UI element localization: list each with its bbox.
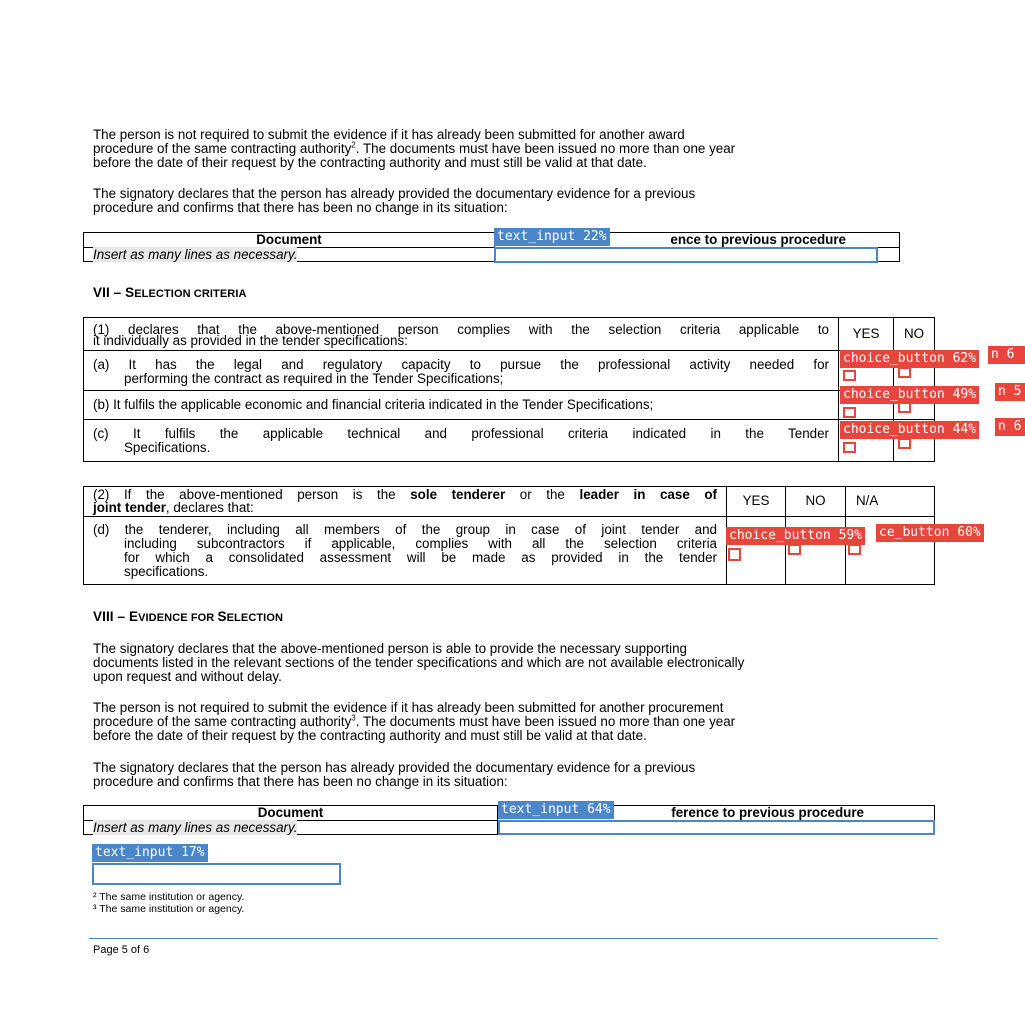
heading-letter: S bbox=[217, 609, 227, 624]
paragraph-line: The person is not required to submit the evidence if it has already been submitted for another award bbox=[93, 127, 685, 142]
criterion-d-line: (d) the tenderer, including all members of the group in case of joint tender and bbox=[93, 522, 717, 537]
na-header-2: N/A bbox=[846, 487, 935, 517]
no-header-2: NO bbox=[786, 487, 846, 517]
choice-button-label-1b: n 6 bbox=[988, 346, 1025, 364]
criterion-a-yes-checkbox[interactable] bbox=[843, 370, 856, 381]
yes-header: YES bbox=[839, 318, 894, 351]
criterion-d-yes-checkbox[interactable] bbox=[728, 548, 741, 561]
text-input-reference-2[interactable] bbox=[498, 820, 935, 835]
paragraph-line: before the date of their request by the contracting authority and must still be valid at that date. bbox=[93, 155, 647, 170]
criteria2-intro-line bbox=[93, 501, 717, 514]
choice-button-label-2b: n 5 bbox=[995, 383, 1025, 401]
insert-placeholder: Insert as many lines as necessary. bbox=[93, 247, 298, 262]
criterion-a-no-checkbox[interactable] bbox=[898, 367, 911, 378]
text-input-label-1: text_input 22% bbox=[494, 228, 610, 246]
paragraph-line: The person is not required to submit the evidence if it has already been submitted for another procurement bbox=[93, 700, 724, 715]
footnote-ref: 2 bbox=[351, 140, 356, 150]
text-input-label-3: text_input 17% bbox=[92, 844, 208, 862]
paragraph-line: before the date of their request by the contracting authority and must still be valid at that date. bbox=[93, 728, 647, 743]
criterion-d-line: including subcontractors if applicable, complies with all the selection criteria bbox=[124, 536, 717, 551]
criterion-d-line: specifications. bbox=[124, 564, 209, 579]
text-fragment: or the bbox=[505, 487, 580, 502]
criterion-a-cell bbox=[84, 351, 839, 391]
paragraph-signatory bbox=[93, 187, 931, 215]
yes-header-2: YES bbox=[727, 487, 786, 517]
text-bold: joint tender bbox=[93, 500, 166, 515]
choice-button-label-3: choice_button 44% bbox=[840, 421, 979, 439]
paragraph-line: The signatory declares that the person has already provided the documentary evidence for a previous bbox=[93, 760, 696, 775]
criterion-c-line: (c) It fulfils the applicable technical and professional criteria indicated in the Tender bbox=[93, 426, 829, 441]
paragraph-line: procedure and confirms that there has been no change in its situation: bbox=[93, 774, 508, 789]
choice-button-label-5: ce_button 60% bbox=[876, 524, 984, 542]
criteria2-intro-cell bbox=[84, 487, 727, 517]
text-fragment: (2) If the above-mentioned person is the bbox=[93, 487, 411, 502]
paragraph-line: procedure and confirms that there has been no change in its situation: bbox=[93, 200, 508, 215]
criterion-d-no-checkbox[interactable] bbox=[788, 544, 801, 555]
choice-button-label-3b: n 6 bbox=[995, 418, 1025, 436]
paragraph-prior-evidence-2 bbox=[93, 701, 931, 743]
criterion-a-line: performing the contract as required in the Tender Specifications; bbox=[124, 371, 504, 386]
criterion-b-yes-checkbox[interactable] bbox=[843, 407, 856, 418]
choice-button-label-2: choice_button 49% bbox=[840, 386, 979, 404]
paragraph-line bbox=[93, 715, 931, 729]
footnote-2: ² The same institution or agency. bbox=[93, 891, 245, 903]
paragraph-supporting-docs bbox=[93, 642, 931, 684]
paragraph-signatory-2 bbox=[93, 761, 931, 789]
insert-cell bbox=[84, 821, 498, 835]
paragraph-line bbox=[93, 142, 931, 156]
criterion-c-cell bbox=[84, 420, 839, 462]
paragraph-line: The signatory declares that the person has already provided the documentary evidence for a previous bbox=[93, 186, 696, 201]
footnote-ref: 3 bbox=[351, 713, 356, 723]
text-fragment: . The documents must have been issued no more than one year bbox=[355, 141, 736, 156]
criterion-b-line: (b) It fulfils the applicable economic and financial criteria indicated in the Tender Specifications; bbox=[93, 397, 654, 412]
criterion-d-cell bbox=[84, 517, 727, 585]
heading-rest: ELECTION bbox=[226, 612, 284, 624]
reference-header: ence to previous procedure bbox=[495, 233, 900, 248]
page-number: Page 5 of 6 bbox=[93, 944, 150, 956]
section-heading-evidence-selection bbox=[93, 609, 283, 624]
reference-header: ference to previous procedure bbox=[498, 806, 935, 821]
text-bold: leader in case of bbox=[579, 487, 717, 502]
no-header: NO bbox=[894, 318, 935, 351]
heading-numeral: VII – S bbox=[93, 285, 135, 300]
text-fragment: procedure of the same contracting authority bbox=[93, 141, 352, 156]
text-input-label-2: text_input 64% bbox=[498, 801, 614, 819]
section-heading-selection-criteria bbox=[93, 285, 247, 300]
heading-numeral: VIII – E bbox=[93, 609, 139, 624]
text-input-signature[interactable] bbox=[92, 863, 341, 885]
criterion-d-na-checkbox[interactable] bbox=[848, 544, 861, 555]
criterion-c-line: Specifications. bbox=[124, 440, 211, 455]
criterion-d-line: for which a consolidated assessment will be made as provided in the tender bbox=[124, 550, 717, 565]
footnote-3: ³ The same institution or agency. bbox=[93, 903, 245, 915]
insert-placeholder: Insert as many lines as necessary. bbox=[93, 820, 298, 835]
text-fragment: procedure of the same contracting authority bbox=[93, 714, 352, 729]
text-bold: sole tenderer bbox=[410, 487, 506, 502]
heading-rest: ELECTION CRITERIA bbox=[134, 288, 247, 300]
paragraph-line: documents listed in the relevant sections of the tender specifications and which are not available electronically bbox=[93, 655, 745, 670]
choice-button-label-1: choice_button 62% bbox=[840, 350, 979, 368]
criteria-intro-line: it individually as provided in the tender specifications: bbox=[93, 333, 408, 348]
criterion-b-cell bbox=[84, 391, 839, 420]
paragraph-prior-evidence bbox=[93, 128, 931, 170]
text-fragment: . The documents must have been issued no more than one year bbox=[355, 714, 736, 729]
heading-rest: VIDENCE FOR bbox=[138, 612, 218, 624]
insert-cell bbox=[84, 248, 495, 262]
footer-rule bbox=[89, 938, 938, 939]
text-fragment: , declares that: bbox=[165, 500, 254, 515]
doc-header: Document bbox=[84, 233, 495, 248]
criteria-intro-cell bbox=[84, 318, 839, 351]
choice-button-label-4: choice_button 59% bbox=[726, 527, 865, 545]
paragraph-line: upon request and without delay. bbox=[93, 669, 282, 684]
criteria-intro-line: (1) declares that the above-mentioned person complies with the selection criteria applicable to bbox=[93, 322, 829, 337]
criteria-table-1 bbox=[83, 317, 935, 462]
paragraph-line: The signatory declares that the above-mentioned person is able to provide the necessary supporting bbox=[93, 641, 688, 656]
criterion-c-yes-checkbox[interactable] bbox=[843, 442, 856, 453]
text-input-reference-1[interactable] bbox=[494, 247, 878, 263]
doc-header: Document bbox=[84, 806, 498, 821]
criterion-c-no-checkbox[interactable] bbox=[898, 438, 911, 449]
criterion-a-line: (a) It has the legal and regulatory capacity to pursue the professional activity needed for bbox=[93, 357, 829, 372]
